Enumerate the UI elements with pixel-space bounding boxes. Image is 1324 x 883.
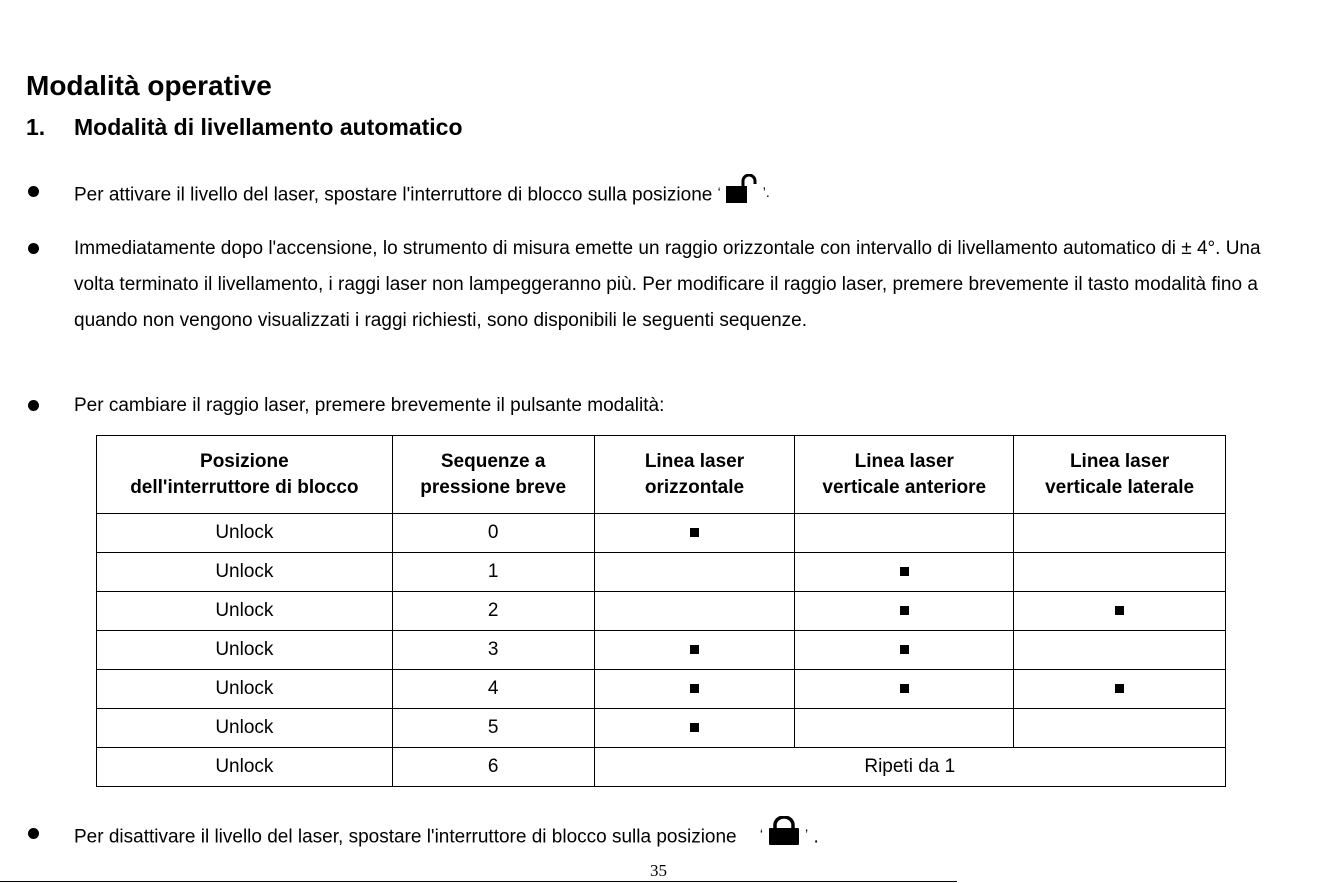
table-row <box>97 553 1226 592</box>
cell-position: Unlock <box>97 670 393 709</box>
cell-position: Unlock <box>97 553 393 592</box>
cell-horizontal <box>594 709 795 748</box>
bullet-dot <box>28 400 39 411</box>
active-line-marker <box>1115 606 1124 615</box>
cell-front-vertical <box>795 553 1014 592</box>
active-line-marker <box>690 723 699 732</box>
cell-horizontal <box>594 631 795 670</box>
cell-front-vertical <box>795 592 1014 631</box>
cell-sequence: 6 <box>392 748 594 787</box>
cell-side-vertical <box>1014 553 1226 592</box>
cell-side-vertical <box>1014 592 1226 631</box>
cell-horizontal <box>594 514 795 553</box>
info-text: Immediatamente dopo l'accensione, lo strumento di misura emette un raggio orizzontale con intervallo di livellamento automatico di ± 4°. Una volta terminato il livellamento, i raggi laser non lampeggeranno più. Per modificare il raggio laser, premere brevemente il tasto modalità fino a quando non vengono visualizzati i raggi richiesti, sono disponibili le seguenti sequenze. <box>74 238 1261 331</box>
table-header-row <box>97 436 1226 514</box>
cell-sequence: 2 <box>392 592 594 631</box>
active-line-marker <box>900 684 909 693</box>
active-line-marker <box>900 606 909 615</box>
cell-position: Unlock <box>97 631 393 670</box>
cell-sequence: 5 <box>392 709 594 748</box>
section-title: Modalità di livellamento automatico <box>74 114 463 140</box>
bullet-dot <box>28 243 39 254</box>
cell-sequence: 0 <box>392 514 594 553</box>
active-line-marker <box>690 684 699 693</box>
cell-side-vertical <box>1014 631 1226 670</box>
open-quote: ‘ <box>759 826 764 842</box>
activate-text: Per attivare il livello del laser, spostare l'interruttore di blocco sulla posizione <box>74 184 713 206</box>
header-front-vertical: Linea laser verticale anteriore <box>795 436 1014 514</box>
period: . <box>813 826 819 848</box>
close-quote: ’ <box>805 826 809 842</box>
cell-horizontal <box>594 670 795 709</box>
page-title: Modalità operative <box>26 70 272 101</box>
header-sequence: Sequenze a pressione breve <box>392 436 594 514</box>
bullet-dot <box>28 828 39 839</box>
sequence-table <box>96 435 1226 787</box>
cell-horizontal <box>594 592 795 631</box>
page-number: 35 <box>650 861 667 880</box>
deactivate-text: Per disattivare il livello del laser, spostare l'interruttore di blocco sulla posizione <box>74 826 737 848</box>
cell-horizontal <box>594 553 795 592</box>
cell-sequence: 1 <box>392 553 594 592</box>
cell-sequence: 4 <box>392 670 594 709</box>
bullet-text <box>74 816 1274 859</box>
cell-side-vertical <box>1014 709 1226 748</box>
cell-position: Unlock <box>97 514 393 553</box>
cell-front-vertical <box>795 631 1014 670</box>
table-row <box>97 670 1226 709</box>
cell-side-vertical <box>1014 670 1226 709</box>
open-quote: ‘ <box>717 184 721 200</box>
active-line-marker <box>900 645 909 654</box>
change-text: Per cambiare il raggio laser, premere brevemente il pulsante modalità: <box>74 395 665 416</box>
header-position: Posizione dell'interruttore di blocco <box>97 436 393 514</box>
cell-front-vertical <box>795 670 1014 709</box>
cell-position: Unlock <box>97 709 393 748</box>
cell-repeat-note: Ripeti da 1 <box>594 748 1225 787</box>
table-row <box>97 514 1226 553</box>
cell-side-vertical <box>1014 514 1226 553</box>
bullet-text <box>74 174 1274 217</box>
section-number: 1. <box>26 114 46 140</box>
unlocked-padlock-icon <box>725 174 759 217</box>
header-side-vertical: Linea laser verticale laterale <box>1014 436 1226 514</box>
cell-position: Unlock <box>97 748 393 787</box>
table-row-last <box>97 748 1226 787</box>
table-row <box>97 709 1226 748</box>
active-line-marker <box>1115 684 1124 693</box>
active-line-marker <box>690 528 699 537</box>
close-quote: ’. <box>762 184 770 200</box>
active-line-marker <box>690 645 699 654</box>
section-heading <box>26 114 463 141</box>
header-horizontal: Linea laser orizzontale <box>594 436 795 514</box>
table-row <box>97 631 1226 670</box>
table-row <box>97 592 1226 631</box>
cell-position: Unlock <box>97 592 393 631</box>
active-line-marker <box>900 567 909 576</box>
cell-front-vertical <box>795 709 1014 748</box>
cell-front-vertical <box>795 514 1014 553</box>
locked-padlock-icon <box>767 816 801 859</box>
cell-sequence: 3 <box>392 631 594 670</box>
bullet-dot <box>28 186 39 197</box>
footer-rule <box>0 881 957 882</box>
